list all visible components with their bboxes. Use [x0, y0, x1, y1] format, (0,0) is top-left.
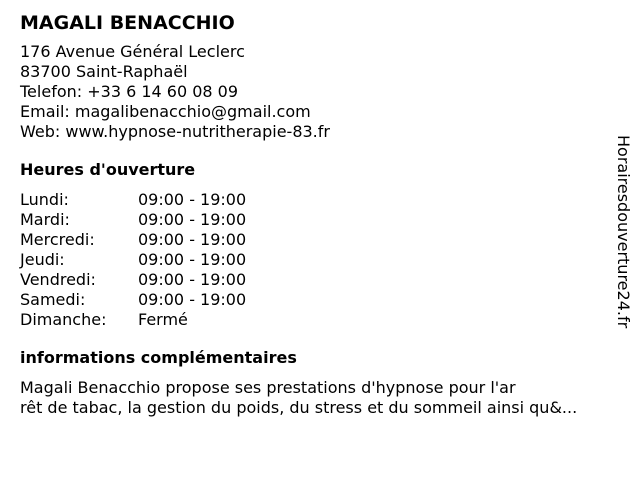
hours-row-sunday — [20, 310, 620, 330]
business-card — [20, 10, 620, 418]
time-range: 09:00 - 19:00 — [138, 190, 247, 209]
address-line-1: 176 Avenue Général Leclerc — [20, 42, 245, 61]
address-line-2: 83700 Saint-Raphaël — [20, 62, 188, 81]
time-range: 09:00 - 19:00 — [138, 210, 247, 229]
day-label: Samedi: — [20, 290, 86, 309]
hours-row-saturday — [20, 290, 620, 310]
hours-row-tuesday — [20, 210, 620, 230]
phone-line: Telefon: +33 6 14 60 08 09 — [20, 82, 239, 101]
business-name: MAGALI BENACCHIO — [20, 12, 235, 34]
time-range: 09:00 - 19:00 — [138, 270, 247, 289]
opening-hours-title: Heures d'ouverture — [20, 160, 196, 179]
hours-row-monday — [20, 190, 620, 210]
day-label: Mercredi: — [20, 230, 95, 249]
email-line: Email: magalibenacchio@gmail.com — [20, 102, 311, 121]
description-line-2: rêt de tabac, la gestion du poids, du stress et du sommeil ainsi qu&... — [20, 398, 578, 417]
time-range: 09:00 - 19:00 — [138, 230, 247, 249]
hours-row-thursday — [20, 250, 620, 270]
hours-row-wednesday — [20, 230, 620, 250]
day-label: Jeudi: — [20, 250, 65, 269]
day-label: Dimanche: — [20, 310, 107, 329]
time-range: 09:00 - 19:00 — [138, 250, 247, 269]
time-range: 09:00 - 19:00 — [138, 290, 247, 309]
description-line-1: Magali Benacchio propose ses prestations d'hypnose pour l'ar — [20, 378, 516, 397]
day-label: Lundi: — [20, 190, 69, 209]
additional-info-title: informations complémentaires — [20, 348, 297, 367]
web-line: Web: www.hypnose-nutritherapie-83.fr — [20, 122, 330, 141]
day-label: Vendredi: — [20, 270, 96, 289]
day-label: Mardi: — [20, 210, 70, 229]
hours-row-friday — [20, 270, 620, 290]
time-range: Fermé — [138, 310, 188, 329]
opening-hours-table — [20, 190, 620, 330]
site-watermark: Horairesdouverture24.fr — [614, 135, 633, 329]
